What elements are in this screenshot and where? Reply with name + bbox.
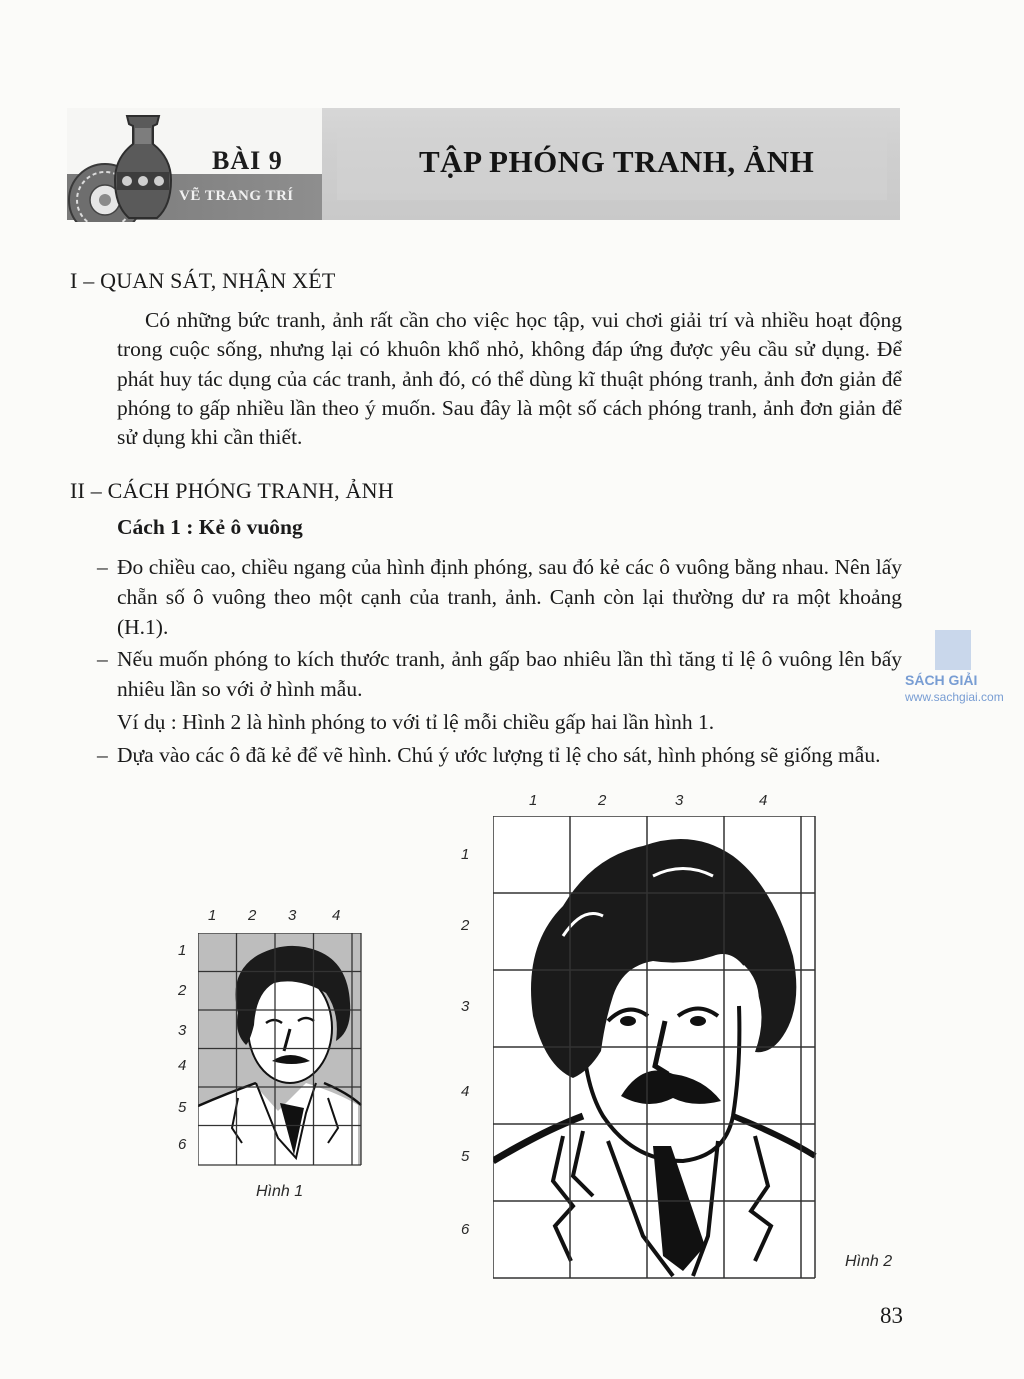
- watermark-text: SÁCH GIẢI: [905, 672, 978, 688]
- column-label: 2: [248, 907, 257, 924]
- section-2-heading: II – CÁCH PHÓNG TRANH, ẢNH: [70, 478, 394, 503]
- figure-2: [455, 790, 915, 1290]
- lesson-number: BÀI 9: [212, 146, 283, 175]
- column-label: 2: [598, 792, 607, 809]
- row-label: 3: [461, 998, 470, 1015]
- list-item: [97, 553, 902, 642]
- page-number: 83: [880, 1303, 903, 1328]
- lesson-banner: [67, 108, 900, 220]
- column-label: 1: [208, 907, 217, 924]
- figure-1-caption: Hình 1: [256, 1183, 304, 1200]
- watermark-url: www.sachgiai.com: [905, 690, 1004, 704]
- bullet-dash: –: [97, 742, 108, 767]
- bullet-text: Nếu muốn phóng to kích thước tranh, ảnh gấp bao nhiêu lần thì tăng tỉ lệ ô vuông lên bấy nhiêu lần so với ở hình mẫu.: [117, 647, 902, 702]
- method-1-steps: [97, 553, 902, 774]
- lesson-title: TẬP PHÓNG TRANH, ẢNH: [419, 144, 815, 179]
- section-1-heading: I – QUAN SÁT, NHẬN XÉT: [70, 268, 336, 293]
- figure-2-caption: Hình 2: [845, 1253, 893, 1270]
- row-label: 2: [178, 982, 187, 999]
- lesson-category: VẼ TRANG TRÍ: [179, 188, 294, 204]
- row-label: 4: [461, 1083, 470, 1100]
- row-label: 1: [178, 942, 187, 959]
- bullet-dash: –: [97, 555, 108, 579]
- row-label: 3: [178, 1022, 187, 1039]
- row-label: 1: [461, 846, 470, 863]
- row-label: 5: [461, 1148, 470, 1165]
- list-item: [97, 741, 902, 771]
- portrait-grid-large: [493, 816, 818, 1281]
- column-label: 3: [288, 907, 297, 924]
- example-text: Ví dụ : Hình 2 là hình phóng to với tỉ lệ mỗi chiều gấp hai lần hình 1.: [117, 709, 715, 734]
- watermark: [905, 630, 1015, 710]
- figure-1: [170, 905, 380, 1205]
- column-label: 4: [759, 792, 768, 809]
- bullet-text: Dựa vào các ô đã kẻ để vẽ hình. Chú ý ước lượng tỉ lệ cho sát, hình phóng sẽ giống mẫu.: [117, 742, 881, 767]
- section-1-paragraph-text: Có những bức tranh, ảnh rất cần cho việc học tập, vui chơi giải trí và nhiều hoạt động trong cuộc sống, nhưng lại có khuôn khổ nhỏ, không đáp ứng được yêu cầu sử dụng. Để phát huy tác dụng của các tranh, ảnh đó, có thể dùng kĩ thuật phóng tranh, ảnh đơn giản để phóng to gấp nhiều lần theo ý muốn. Sau đây là một số cách phóng tranh, ảnh đơn giản để sử dụng khi cần thiết.: [117, 308, 902, 450]
- portrait-grid-small: [198, 933, 368, 1173]
- row-label: 5: [178, 1099, 187, 1116]
- method-title: Cách 1 : Kẻ ô vuông: [117, 515, 303, 539]
- list-item: [97, 645, 902, 705]
- watermark-logo-box: [935, 630, 971, 670]
- bullet-text: Đo chiều cao, chiều ngang của hình định phóng, sau đó kẻ các ô vuông bằng nhau. Nên lấy chẵn số ô vuông theo một cạnh của tranh, ảnh. Cạnh còn lại thường dư ra một khoảng (H.1).: [117, 555, 902, 639]
- row-label: 4: [178, 1057, 187, 1074]
- decorative-vase-and-plate-icon: [67, 114, 192, 222]
- column-label: 1: [529, 792, 538, 809]
- row-label: 2: [461, 917, 470, 934]
- column-label: 3: [675, 792, 684, 809]
- bullet-dash: –: [97, 647, 108, 672]
- section-1-paragraph: [117, 306, 902, 452]
- column-label: 4: [332, 907, 341, 924]
- row-label: 6: [178, 1136, 187, 1153]
- row-label: 6: [461, 1221, 470, 1238]
